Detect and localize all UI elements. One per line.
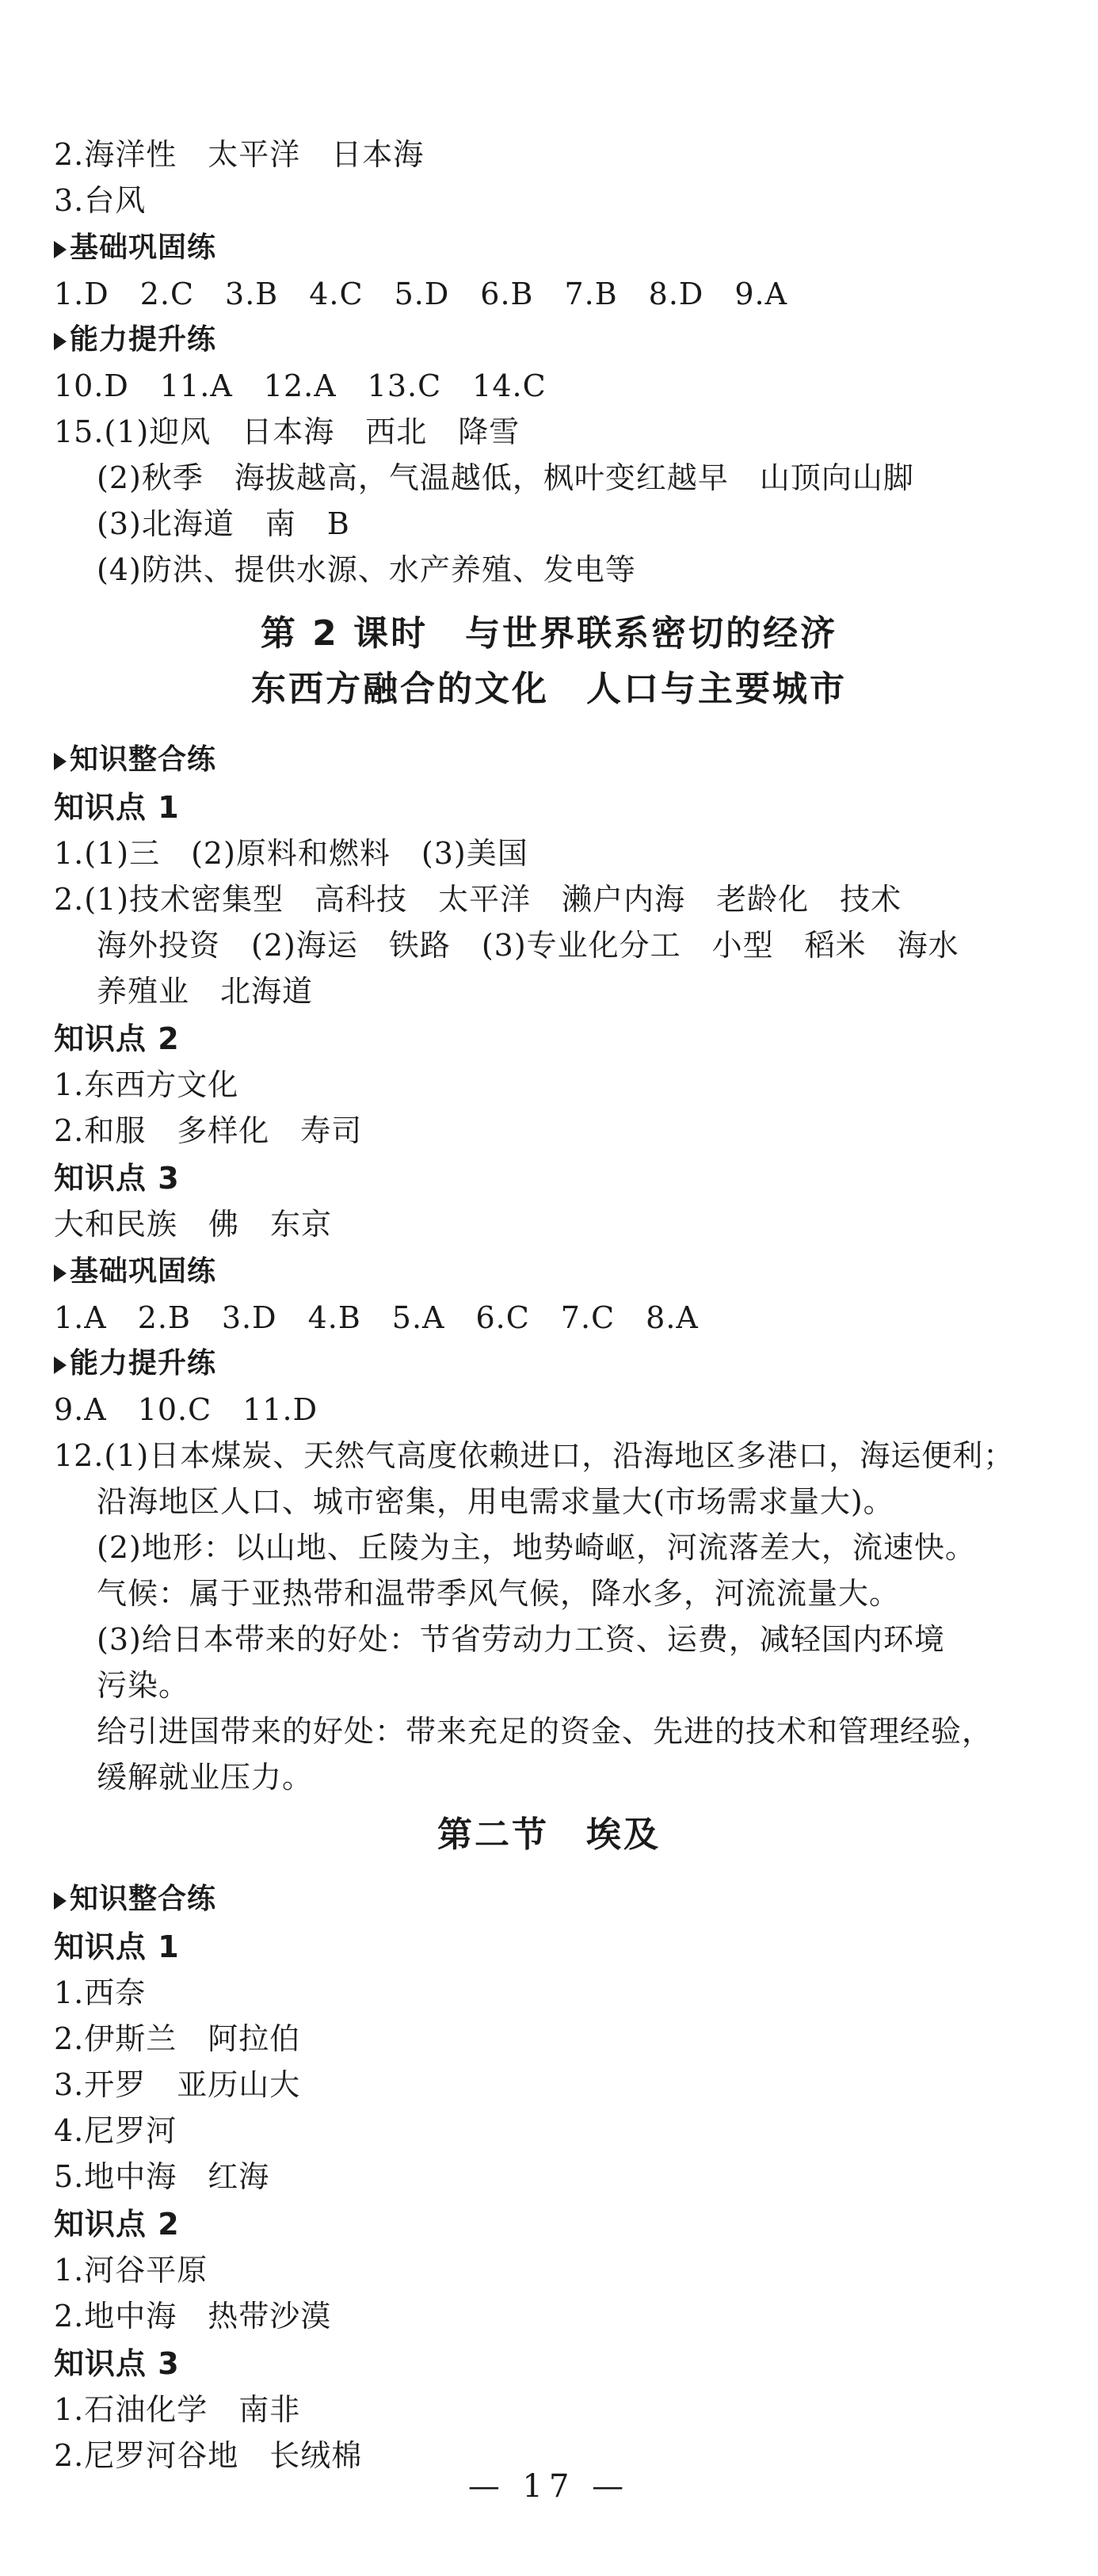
section-heading: 基础巩固练 xyxy=(54,227,216,269)
answer-line: 沿海地区人口、城市密集，用电需求量大(市场需求量大)。 xyxy=(97,1484,894,1519)
answer-line: (3)北海道 南 B xyxy=(97,506,350,541)
knowledge-point-heading: 知识点 1 xyxy=(54,790,180,825)
triangle-icon xyxy=(54,1892,67,1910)
answer-line: 1.D 2.C 3.B 4.C 5.D 6.B 7.B 8.D 9.A xyxy=(54,277,788,311)
knowledge-point-heading: 知识点 3 xyxy=(54,2346,180,2381)
triangle-icon xyxy=(54,1357,67,1374)
section-heading: 能力提升练 xyxy=(54,319,216,361)
answer-line: 2.(1)技术密集型 高科技 太平洋 濑户内海 老龄化 技术 xyxy=(54,882,902,917)
answer-line: 气候：属于亚热带和温带季风气候，降水多，河流流量大。 xyxy=(97,1576,901,1611)
answer-line: 3.台风 xyxy=(54,183,147,218)
lesson-subtitle: 东西方融合的文化 人口与主要城市 xyxy=(251,669,847,709)
section-heading: 知识整合练 xyxy=(54,738,216,781)
section-heading: 基础巩固练 xyxy=(54,1250,216,1293)
triangle-icon xyxy=(54,333,67,350)
answer-line: 15.(1)迎风 日本海 西北 降雪 xyxy=(54,414,520,449)
answer-line: 2.和服 多样化 寿司 xyxy=(54,1113,363,1148)
answer-line: 1.河谷平原 xyxy=(54,2253,208,2288)
knowledge-point-heading: 知识点 2 xyxy=(54,1021,180,1056)
triangle-icon xyxy=(54,1265,67,1282)
answer-line: 缓解就业压力。 xyxy=(97,1760,314,1795)
answer-line: 海外投资 (2)海运 铁路 (3)专业化分工 小型 稻米 海水 xyxy=(97,928,959,963)
section-heading: 知识整合练 xyxy=(54,1878,216,1921)
answer-line: 5.地中海 红海 xyxy=(54,2159,270,2194)
section-title: 第二节 埃及 xyxy=(437,1815,661,1855)
answer-line: 养殖业 北海道 xyxy=(97,974,314,1009)
answer-line: (4)防洪、提供水源、水产养殖、发电等 xyxy=(97,552,636,587)
answer-line: (2)秋季 海拔越高，气温越低，枫叶变红越早 山顶向山脚 xyxy=(97,460,914,495)
answer-line: 2.地中海 热带沙漠 xyxy=(54,2299,332,2334)
answer-line: 2.尼罗河谷地 长绒棉 xyxy=(54,2438,363,2473)
answer-line: 9.A 10.C 11.D xyxy=(54,1392,318,1427)
page-number: — 17 — xyxy=(467,2468,631,2505)
answer-line: 10.D 11.A 12.A 13.C 14.C xyxy=(54,368,547,403)
answer-line: 1.东西方文化 xyxy=(54,1067,239,1102)
answer-line: 4.尼罗河 xyxy=(54,2113,177,2148)
knowledge-point-heading: 知识点 2 xyxy=(54,2207,180,2242)
knowledge-point-heading: 知识点 3 xyxy=(54,1161,180,1196)
section-heading: 能力提升练 xyxy=(54,1342,216,1385)
answer-line: 污染。 xyxy=(97,1668,190,1703)
knowledge-point-heading: 知识点 1 xyxy=(54,1929,180,1964)
answer-line: (3)给日本带来的好处：节省劳动力工资、运费，减轻国内环境 xyxy=(97,1622,945,1657)
answer-line: 1.(1)三 (2)原料和燃料 (3)美国 xyxy=(54,836,528,871)
answer-line: 1.西奈 xyxy=(54,1975,147,2010)
triangle-icon xyxy=(54,241,67,258)
answer-line: 大和民族 佛 东京 xyxy=(54,1207,333,1242)
answer-line: 2.海洋性 太平洋 日本海 xyxy=(54,137,425,172)
answer-line: 1.A 2.B 3.D 4.B 5.A 6.C 7.C 8.A xyxy=(54,1300,699,1335)
lesson-title: 第 2 课时 与世界联系密切的经济 xyxy=(260,613,838,654)
answer-line: 2.伊斯兰 阿拉伯 xyxy=(54,2021,301,2056)
answer-line: 给引进国带来的好处：带来充足的资金、先进的技术和管理经验， xyxy=(97,1714,993,1749)
answer-line: 12.(1)日本煤炭、天然气高度依赖进口，沿海地区多港口，海运便利； xyxy=(54,1438,1015,1473)
triangle-icon xyxy=(54,753,67,770)
answer-line: (2)地形：以山地、丘陵为主，地势崎岖，河流落差大，流速快。 xyxy=(97,1530,976,1565)
answer-line: 3.开罗 亚历山大 xyxy=(54,2067,301,2102)
answer-line: 1.石油化学 南非 xyxy=(54,2392,301,2427)
